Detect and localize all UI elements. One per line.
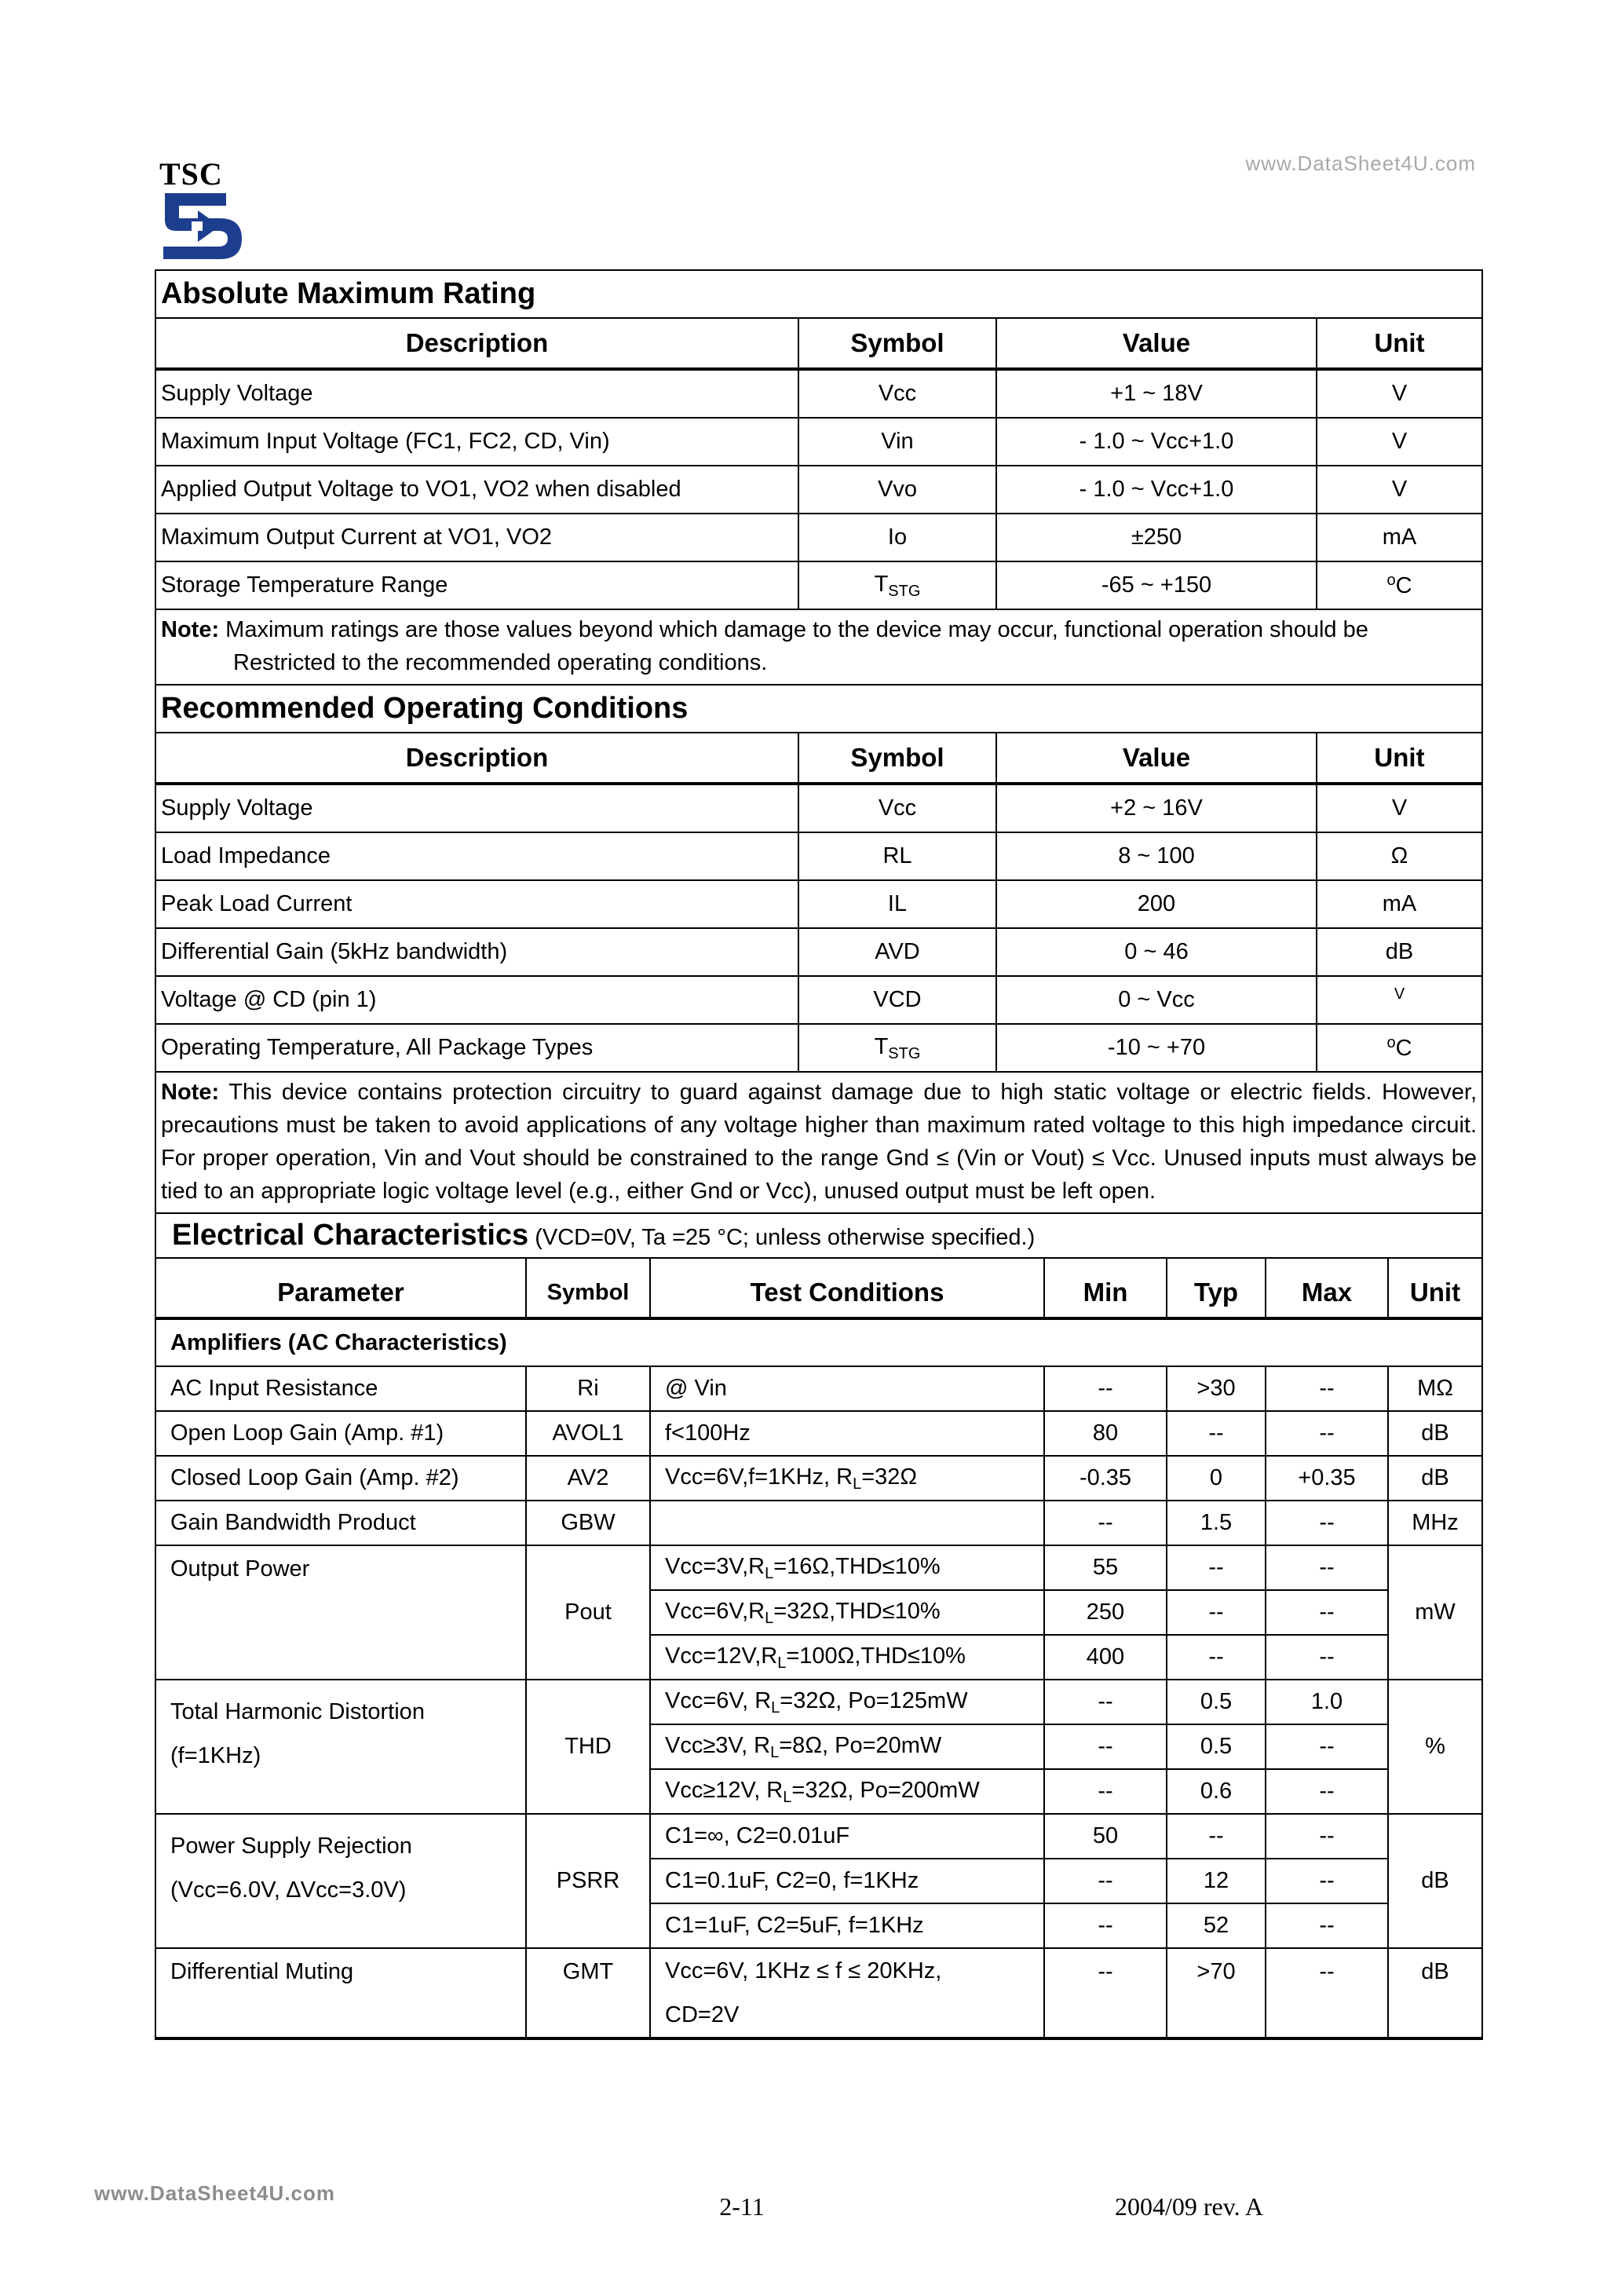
cell-symbol: Vcc <box>798 369 996 418</box>
cell-condition <box>650 1769 1044 1814</box>
cell-condition <box>650 1501 1044 1545</box>
cell-description: Storage Temperature Range <box>156 561 798 609</box>
cell-symbol: GMT <box>526 1948 650 2038</box>
col-header: Symbol <box>798 733 996 784</box>
col-header: Test Conditions <box>650 1258 1044 1318</box>
cell-min: 80 <box>1044 1411 1167 1456</box>
logo-text: TSC <box>159 156 223 192</box>
cell-max: -- <box>1266 1501 1388 1545</box>
cell-parameter: Output Power <box>156 1545 526 1680</box>
cond-sub: L <box>853 1475 862 1493</box>
cell-condition <box>650 1948 1044 2038</box>
cell-max: -- <box>1266 1411 1388 1456</box>
cell-typ: -- <box>1167 1814 1266 1859</box>
cell-symbol: VCD <box>798 976 996 1024</box>
col-header: Description <box>156 733 798 784</box>
cell-value: ±250 <box>996 514 1317 561</box>
col-header: Typ <box>1167 1258 1266 1318</box>
table-row <box>156 784 1481 832</box>
table-row <box>156 1948 1481 2038</box>
cell-description: Load Impedance <box>156 832 798 880</box>
cell-typ: -- <box>1167 1411 1266 1456</box>
cell-parameter: Open Loop Gain (Amp. #1) <box>156 1411 526 1456</box>
cell-unit: mA <box>1317 514 1481 561</box>
cell-symbol: Io <box>798 514 996 561</box>
cell-unit: V <box>1317 784 1481 832</box>
symbol-main: T <box>874 1033 889 1059</box>
note-text: Maximum ratings are those values beyond which damage to the device may occur, functional operation should be <box>219 617 1368 642</box>
cell-symbol <box>798 561 996 609</box>
degree-sup: o <box>1386 572 1396 590</box>
cell-unit: V <box>1317 466 1481 514</box>
cell-min: -- <box>1044 1724 1167 1769</box>
note <box>156 609 1481 685</box>
cell-typ: 0.5 <box>1167 1724 1266 1769</box>
cell-min: 50 <box>1044 1814 1167 1859</box>
param-line: Total Harmonic Distortion <box>170 1699 425 1724</box>
cell-min: -- <box>1044 1769 1167 1814</box>
param-line: Power Supply Rejection <box>170 1834 412 1859</box>
cell-min: -- <box>1044 1903 1167 1948</box>
cell-min: -- <box>1044 1366 1167 1411</box>
cond-sub: L <box>783 1788 792 1806</box>
note-text: This device contains protection circuitry to guard against damage due to high static voltage or electric fields. However, precautions must be taken to avoid applications of any voltage higher than maximum rated voltage to this high impedance circuit. For proper operation, Vin and Vout should be constrained to the range Gnd ≤ (Vin or Vout) ≤ Vcc. Unused inputs must always be tied to an appropriate logic voltage level (e.g., either Gnd or Vcc), unused output must be left open. <box>161 1080 1478 1204</box>
cell-typ: 0.6 <box>1167 1769 1266 1814</box>
cell-max: -- <box>1266 1366 1388 1411</box>
cond-sub: L <box>765 1609 774 1627</box>
cell-symbol: Vin <box>798 418 996 466</box>
col-header: Parameter <box>156 1258 526 1318</box>
cell-typ: 12 <box>1167 1859 1266 1903</box>
col-header: Symbol <box>798 318 996 369</box>
cell-unit: Ω <box>1317 832 1481 880</box>
cell-typ: 0.5 <box>1167 1680 1266 1724</box>
cell-symbol: GBW <box>526 1501 650 1545</box>
cell-unit <box>1317 976 1481 1024</box>
cell-value: - 1.0 ~ Vcc+1.0 <box>996 418 1317 466</box>
table-row <box>156 466 1481 514</box>
table-row <box>156 1024 1481 1072</box>
cell-min: -- <box>1044 1680 1167 1724</box>
cond-part: =8Ω, Po=20mW <box>779 1732 942 1758</box>
cell-value: 0 ~ Vcc <box>996 976 1317 1024</box>
symbol-sub: STG <box>888 1044 921 1062</box>
cell-description: Voltage @ CD (pin 1) <box>156 976 798 1024</box>
cond-sub: L <box>770 1743 780 1761</box>
recommended-operating-table <box>156 686 1481 1214</box>
cell-unit <box>1317 1024 1481 1072</box>
cond-part: Vcc≥3V, R <box>665 1732 771 1758</box>
cond-sub: L <box>771 1698 780 1717</box>
cell-parameter <box>156 1680 526 1814</box>
col-header: Description <box>156 318 798 369</box>
table-row <box>156 832 1481 880</box>
cell-value: 200 <box>996 880 1317 928</box>
cell-symbol: AVOL1 <box>526 1411 650 1456</box>
cell-symbol: Vcc <box>798 784 996 832</box>
cell-unit: dB <box>1388 1814 1481 1948</box>
cell-symbol: THD <box>526 1680 650 1814</box>
cell-unit: mA <box>1317 880 1481 928</box>
cell-max: -- <box>1266 1545 1388 1590</box>
cell-typ: 1.5 <box>1167 1501 1266 1545</box>
table-row <box>156 928 1481 976</box>
cell-typ: >70 <box>1167 1948 1266 2038</box>
cond-sub: L <box>777 1654 787 1672</box>
cell-condition <box>650 1545 1044 1590</box>
cell-condition: f<100Hz <box>650 1411 1044 1456</box>
cell-typ: 52 <box>1167 1903 1266 1948</box>
section-title <box>156 1214 1481 1258</box>
table-row <box>156 1411 1481 1456</box>
cell-description: Supply Voltage <box>156 369 798 418</box>
cell-unit: dB <box>1388 1411 1481 1456</box>
cell-symbol: PSRR <box>526 1814 650 1948</box>
table-row <box>156 514 1481 561</box>
footer-watermark: www.DataSheet4U.com <box>94 2181 336 2205</box>
cell-unit: V <box>1317 418 1481 466</box>
cond-part: =32Ω <box>861 1464 918 1490</box>
cell-value: +2 ~ 16V <box>996 784 1317 832</box>
cell-symbol: Vvo <box>798 466 996 514</box>
table-row <box>156 1456 1481 1501</box>
degree-sup: o <box>1386 1034 1396 1052</box>
cell-description: Peak Load Current <box>156 880 798 928</box>
cell-max: -- <box>1266 1769 1388 1814</box>
cell-symbol: AV2 <box>526 1456 650 1501</box>
cell-symbol: Ri <box>526 1366 650 1411</box>
cell-value: +1 ~ 18V <box>996 369 1317 418</box>
unit-main: C <box>1395 573 1412 599</box>
table-row <box>156 976 1481 1024</box>
cell-typ: >30 <box>1167 1366 1266 1411</box>
cell-unit: mW <box>1388 1545 1481 1680</box>
cond-line: CD=2V <box>665 2002 740 2027</box>
cond-part: =100Ω,THD≤10% <box>786 1643 966 1669</box>
cell-symbol: IL <box>798 880 996 928</box>
param-line: (f=1KHz) <box>170 1743 261 1768</box>
col-header: Unit <box>1388 1258 1481 1318</box>
cond-part: =16Ω,THD≤10% <box>773 1553 941 1579</box>
cell-unit: MHz <box>1388 1501 1481 1545</box>
table-row <box>156 561 1481 609</box>
cell-symbol: Pout <box>526 1545 650 1680</box>
page-number: 2-11 <box>719 2192 765 2221</box>
cell-typ: -- <box>1167 1545 1266 1590</box>
col-header: Min <box>1044 1258 1167 1318</box>
note <box>156 1072 1481 1213</box>
table-row <box>156 418 1481 466</box>
unit-small: V <box>1394 985 1405 1004</box>
cell-parameter: Differential Muting <box>156 1948 526 2038</box>
cell-unit: V <box>1317 369 1481 418</box>
cell-condition <box>650 1456 1044 1501</box>
cell-value: 0 ~ 46 <box>996 928 1317 976</box>
cell-parameter: Closed Loop Gain (Amp. #2) <box>156 1456 526 1501</box>
tsc-logo-icon <box>157 187 250 269</box>
cell-max: +0.35 <box>1266 1456 1388 1501</box>
col-header: Max <box>1266 1258 1388 1318</box>
cell-description: Maximum Output Current at VO1, VO2 <box>156 514 798 561</box>
cell-value: -10 ~ +70 <box>996 1024 1317 1072</box>
col-header: Symbol <box>526 1258 650 1318</box>
table-row <box>156 1366 1481 1411</box>
watermark-top: www.DataSheet4U.com <box>1245 152 1476 175</box>
cell-max: -- <box>1266 1948 1388 2038</box>
cell-max: -- <box>1266 1859 1388 1903</box>
cell-max: -- <box>1266 1590 1388 1635</box>
cell-condition: C1=0.1uF, C2=0, f=1KHz <box>650 1859 1044 1903</box>
cond-part: Vcc≥12V, R <box>665 1777 784 1803</box>
cond-part: Vcc=12V,R <box>665 1643 778 1669</box>
cell-parameter <box>156 1814 526 1948</box>
param-line: (Vcc=6.0V, ∆Vcc=3.0V) <box>170 1877 407 1903</box>
cell-condition <box>650 1680 1044 1724</box>
cell-value: -65 ~ +150 <box>996 561 1317 609</box>
cell-unit: dB <box>1317 928 1481 976</box>
section-title: Absolute Maximum Rating <box>156 271 1481 318</box>
note-label: Note: <box>161 617 220 642</box>
cell-condition <box>650 1590 1044 1635</box>
cell-typ: -- <box>1167 1590 1266 1635</box>
cell-min: 250 <box>1044 1590 1167 1635</box>
cell-typ: -- <box>1167 1635 1266 1680</box>
table-row <box>156 1814 1481 1859</box>
absolute-max-table <box>156 271 1481 686</box>
cell-symbol <box>798 1024 996 1072</box>
col-header: Value <box>996 318 1317 369</box>
electrical-characteristics-table <box>156 1214 1481 2038</box>
unit-main: C <box>1395 1036 1412 1062</box>
cell-min: -- <box>1044 1859 1167 1903</box>
symbol-main: T <box>874 571 889 597</box>
cell-description: Applied Output Voltage to VO1, VO2 when disabled <box>156 466 798 514</box>
cell-condition: @ Vin <box>650 1366 1044 1411</box>
cell-value: 8 ~ 100 <box>996 832 1317 880</box>
cell-symbol: RL <box>798 832 996 880</box>
note-label: Note: <box>161 1080 220 1105</box>
table-row <box>156 1545 1481 1590</box>
col-header: Unit <box>1317 318 1481 369</box>
cell-condition <box>650 1635 1044 1680</box>
cell-max: -- <box>1266 1903 1388 1948</box>
cell-unit <box>1317 561 1481 609</box>
datasheet-frame <box>155 269 1483 2040</box>
cell-description: Supply Voltage <box>156 784 798 832</box>
cell-description: Differential Gain (5kHz bandwidth) <box>156 928 798 976</box>
cell-max: 1.0 <box>1266 1680 1388 1724</box>
cell-min: 55 <box>1044 1545 1167 1590</box>
cell-unit: dB <box>1388 1456 1481 1501</box>
cell-max: -- <box>1266 1724 1388 1769</box>
cond-part: =32Ω, Po=200mW <box>791 1777 980 1803</box>
cond-part: Vcc=3V,R <box>665 1553 765 1579</box>
cell-parameter: Gain Bandwidth Product <box>156 1501 526 1545</box>
cell-condition: C1=∞, C2=0.01uF <box>650 1814 1044 1859</box>
ec-title-text: Electrical Characteristics <box>172 1218 529 1252</box>
cell-max: -- <box>1266 1635 1388 1680</box>
cell-condition: C1=1uF, C2=5uF, f=1KHz <box>650 1903 1044 1948</box>
cond-line: Vcc=6V, 1KHz ≤ f ≤ 20KHz, <box>665 1958 942 1983</box>
cond-part: Vcc=6V, R <box>665 1687 772 1713</box>
cell-min: -0.35 <box>1044 1456 1167 1501</box>
cell-parameter: AC Input Resistance <box>156 1366 526 1411</box>
cond-part: Vcc=6V,f=1KHz, R <box>665 1464 853 1490</box>
cell-typ: 0 <box>1167 1456 1266 1501</box>
cond-part: Vcc=6V,R <box>665 1598 765 1624</box>
cell-value: - 1.0 ~ Vcc+1.0 <box>996 466 1317 514</box>
cell-condition <box>650 1724 1044 1769</box>
cell-description: Operating Temperature, All Package Types <box>156 1024 798 1072</box>
table-row <box>156 880 1481 928</box>
cond-part: =32Ω,THD≤10% <box>773 1598 941 1624</box>
cond-part: =32Ω, Po=125mW <box>780 1687 968 1713</box>
table-row <box>156 1501 1481 1545</box>
ec-subtitle: (VCD=0V, Ta =25 °C; unless otherwise specified.) <box>528 1224 1036 1250</box>
symbol-sub: STG <box>888 582 921 600</box>
table-row <box>156 369 1481 418</box>
cell-min: -- <box>1044 1501 1167 1545</box>
cell-unit: dB <box>1388 1948 1481 2038</box>
cell-max: -- <box>1266 1814 1388 1859</box>
cell-min: 400 <box>1044 1635 1167 1680</box>
revision-date: 2004/09 rev. A <box>1115 2192 1264 2221</box>
cell-description: Maximum Input Voltage (FC1, FC2, CD, Vin) <box>156 418 798 466</box>
table-row <box>156 1680 1481 1724</box>
cell-min: -- <box>1044 1948 1167 2038</box>
section-title: Recommended Operating Conditions <box>156 686 1481 733</box>
col-header: Value <box>996 733 1317 784</box>
cond-sub: L <box>765 1564 774 1582</box>
cell-unit: MΩ <box>1388 1366 1481 1411</box>
note-text-indent: Restricted to the recommended operating conditions. <box>233 650 768 675</box>
cell-unit: % <box>1388 1680 1481 1814</box>
group-header: Amplifiers (AC Characteristics) <box>156 1318 1481 1366</box>
cell-symbol: AVD <box>798 928 996 976</box>
col-header: Unit <box>1317 733 1481 784</box>
